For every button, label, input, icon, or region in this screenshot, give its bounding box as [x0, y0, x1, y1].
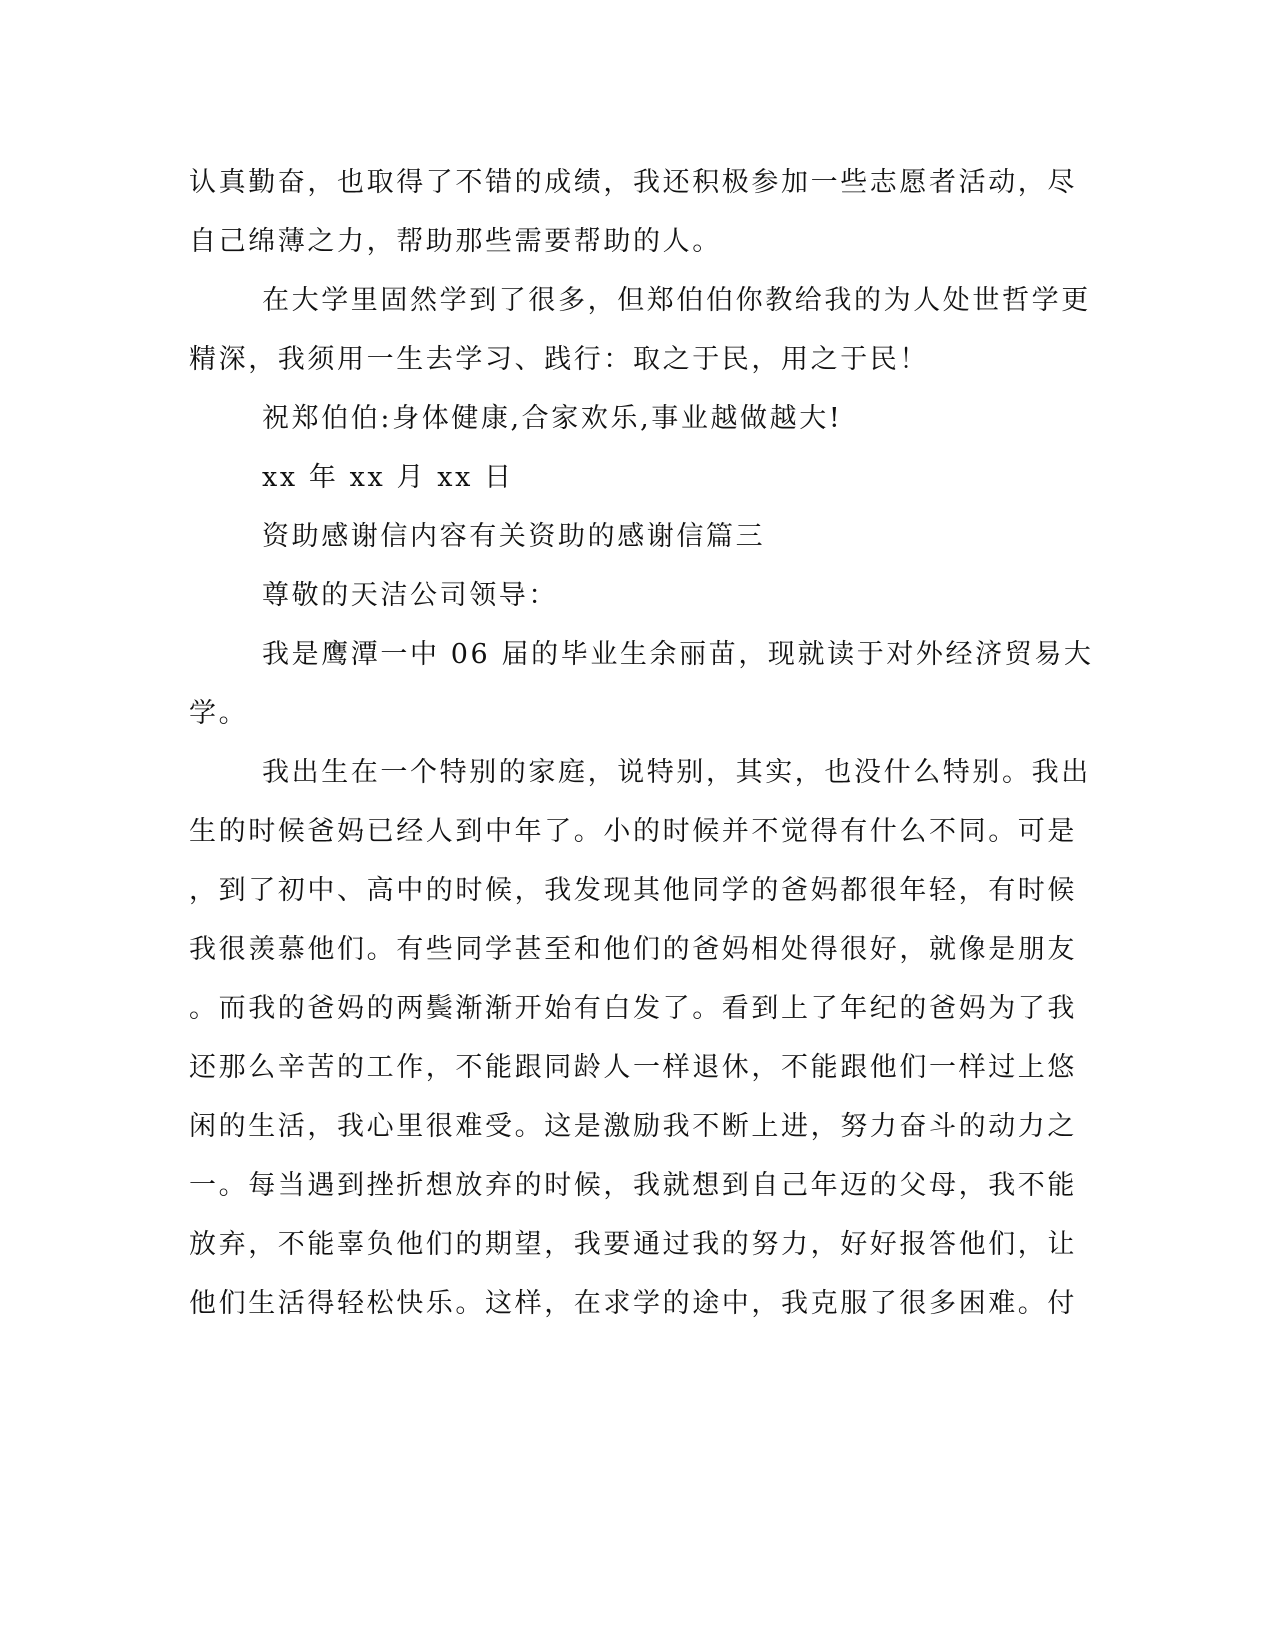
paragraph-first-line: 我是鹰潭一中 06 届的毕业生余丽苗，现就读于对外经济贸易大 [262, 639, 1094, 670]
paragraph-first-line: 在大学里固然学到了很多，但郑伯伯你教给我的为人处世哲学更 [262, 285, 1091, 316]
section-title: 资助感谢信内容有关资助的感谢信篇三 [262, 521, 766, 552]
text-line: 我很羡慕他们。有些同学甚至和他们的爸妈相处得很好，就像是朋友 [189, 934, 1077, 965]
text-line: 生的时候爸妈已经人到中年了。小的时候并不觉得有什么不同。可是 [189, 816, 1077, 847]
salutation: 尊敬的天洁公司领导： [262, 580, 558, 611]
paragraph-first-line: 我出生在一个特别的家庭，说特别，其实，也没什么特别。我出 [262, 757, 1091, 788]
text-line: 自己绵薄之力，帮助那些需要帮助的人。 [189, 226, 722, 257]
text-line: 一。每当遇到挫折想放弃的时候，我就想到自己年迈的父母，我不能 [189, 1170, 1077, 1201]
text-line: 学。 [189, 698, 249, 729]
text-line: 还那么辛苦的工作，不能跟同龄人一样退休，不能跟他们一样过上悠 [189, 1052, 1077, 1083]
date-line: xx 年 xx 月 xx 日 [262, 462, 514, 493]
text-line: 他们生活得轻松快乐。这样，在求学的途中，我克服了很多困难。付 [189, 1288, 1077, 1319]
text-line: 闲的生活，我心里很难受。这是激励我不断上进，努力奋斗的动力之 [189, 1111, 1077, 1142]
text-line: 精深，我须用一生去学习、践行：取之于民，用之于民！ [189, 344, 929, 375]
text-line: 。而我的爸妈的两鬓渐渐开始有白发了。看到上了年纪的爸妈为了我 [189, 993, 1077, 1024]
text-line: 认真勤奋，也取得了不错的成绩，我还积极参加一些志愿者活动，尽 [189, 167, 1077, 198]
text-line: ，到了初中、高中的时候，我发现其他同学的爸妈都很年轻，有时候 [189, 875, 1077, 906]
text-line: 放弃，不能辜负他们的期望，我要通过我的努力，好好报答他们，让 [189, 1229, 1077, 1260]
blessing-line: 祝郑伯伯:身体健康,合家欢乐,事业越做越大! [262, 403, 843, 434]
